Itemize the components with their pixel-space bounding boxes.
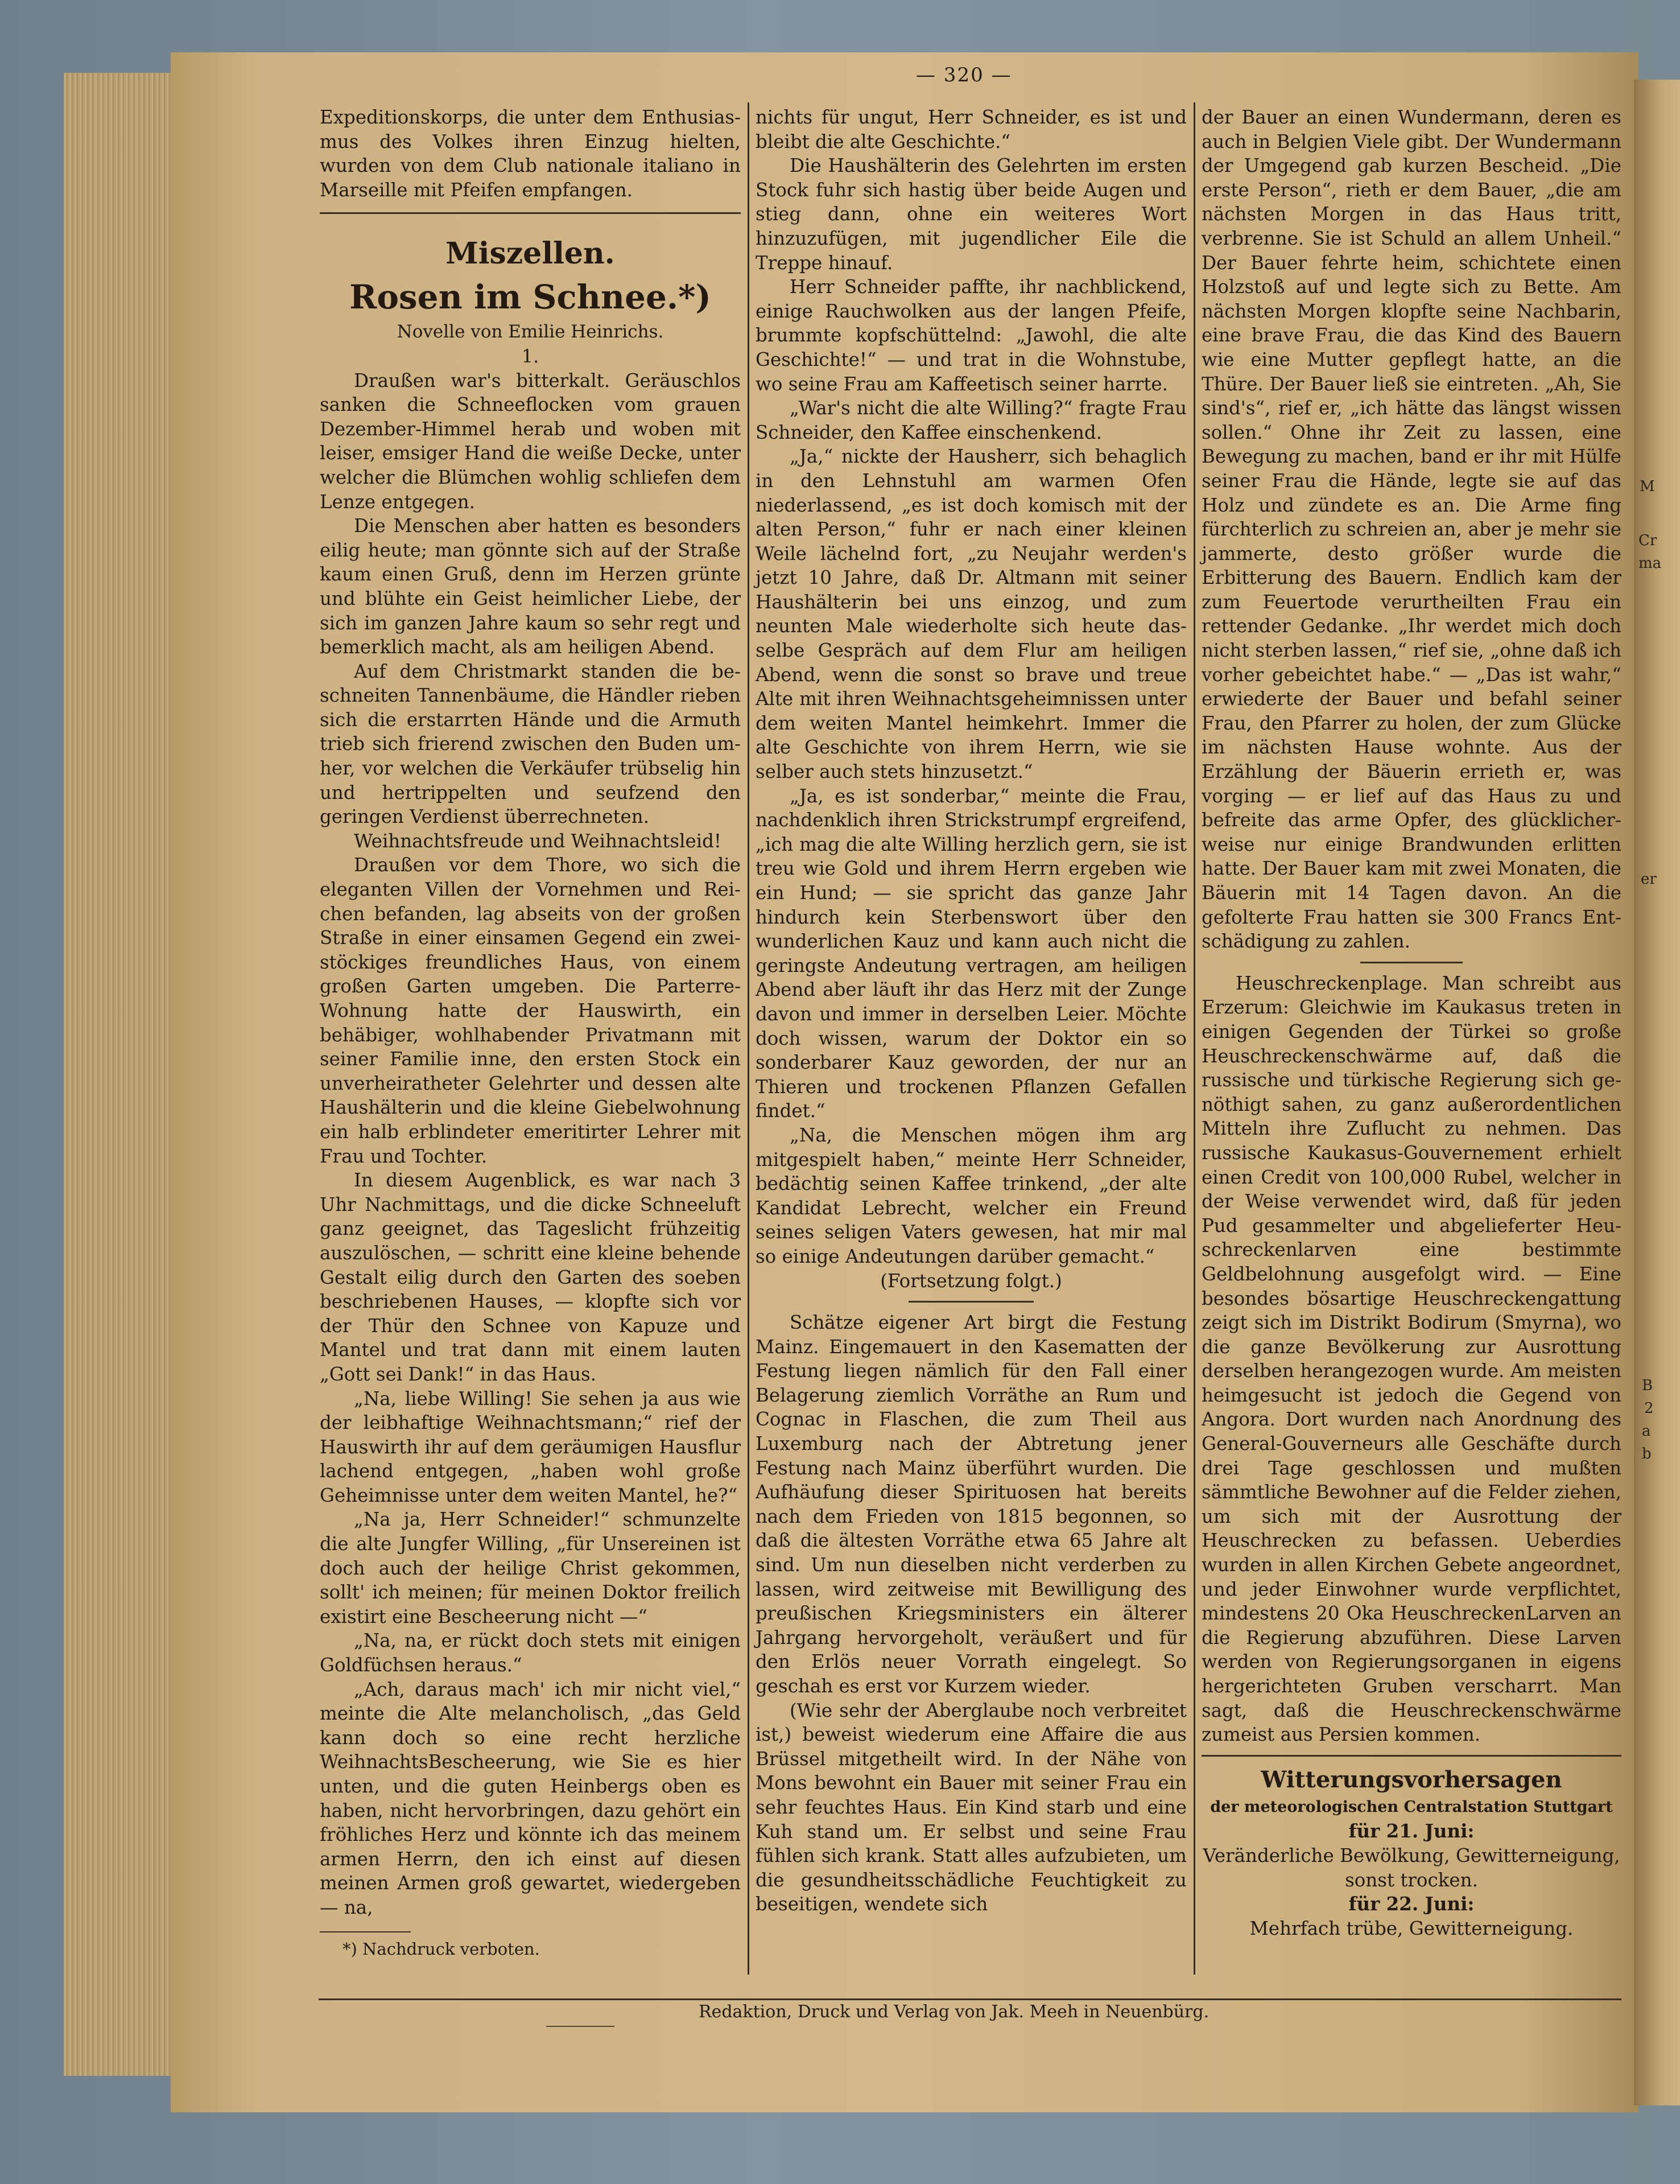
- article-separator: [1360, 962, 1463, 963]
- col2-paragraph: (Wie sehr der Aberglaube noch verbreitet ist,) beweist wiederum eine Affaire die aus Brüssel mitgetheilt wird. In der Nähe von Mons bewohnt ein Bauer mit seiner Frau ein sehr feuchtes Haus. Ein Kind starb und eine Kuh stand um. Er selbst und seine Frau fühlen sich krank. Statt alles aufzubieten, um die gesundheitsschädliche Feuchtigkeit zu beseitigen, wendete sich: [756, 1699, 1187, 1915]
- footnote-rule: [320, 1931, 411, 1932]
- chapter-num: 1.: [521, 345, 539, 367]
- novel-byline: Novelle von Emilie Heinrichs.: [397, 322, 664, 343]
- col2-paragraph: nichts für ungut, Herr Schneider, es ist und bleibt die alte Geschichte.“: [756, 106, 1187, 153]
- col2-paragraph: „Na, die Menschen mögen ihm arg mitgespielt haben,“ meinte Herr Schneider, bedächtig seinen Kaffee trinkend, „der alte Kandidat Lebrecht, welcher ein Freund seines seligen Vaters gewesen, hat mir mal so einige Andeutungen darüber gemacht.“: [756, 1124, 1187, 1267]
- col1-paragraph: Expeditionskorps, die unter dem Enthusiasmus des Volkes ihren Einzug hielten, wurden von dem Club nationale italiano in Marseille mit Pfeifen empfangen.: [320, 106, 741, 201]
- col2-paragraph: (Fortsetzung folgt.): [880, 1270, 1062, 1292]
- footer-dash: [546, 2026, 614, 2027]
- col1-paragraph: Weihnachtsfreude und Weihnachtsleid!: [354, 830, 721, 852]
- col1-paragraph: „Ach, daraus mach' ich mir nicht viel,“ meinte die Alte melancholisch, „das Geld kann doch so eine recht herzliche WeihnachtsBescheerung, wie Sie es hier unten, und die guten Heinbergs oben es haben, nicht hervorbringen, dazu gehört ein fröhliches Herz und könnte ich das meinem armen Herrn, den ich einst auf diesen meinen Armen groß gewartet, wiedergeben — na,: [320, 1678, 741, 1918]
- column-1: [320, 105, 741, 1961]
- col2-paragraph: Die Haushälterin des Gelehrten im ersten Stock fuhr sich hastig über beide Augen und stieg dann, ohne ein weiteres Wort hinzuzufügen, mit jugendlicher Eile die Treppe hinauf.: [756, 155, 1187, 274]
- section-separator: [320, 212, 741, 214]
- col1-paragraph: Draußen vor dem Thore, wo sich die eleganten Villen der Vornehmen und Reichen befanden, lag abseits von der großen Straße in einer einsamen Gegend ein zweistöckiges freundliches Haus, von einem großen Garten umgeben. Die Parterre-Wohnung hatte der Hauswirth, ein behäbiger, wohlhabender Privatmann mit seiner Familie inne, den ersten Stock ein unverheiratheter Gelehrter und dessen alte Haushälterin und die kleine Giebelwohnung ein halb erblindeter emeritirter Lehrer mit Frau und Tochter.: [320, 854, 741, 1167]
- next-page-fragment: Cr: [1638, 532, 1657, 549]
- next-page-edge: [1634, 80, 1680, 2105]
- column-divider: [1194, 102, 1195, 1975]
- next-page-fragment: M: [1640, 478, 1655, 495]
- next-page-fragment: er: [1641, 871, 1657, 888]
- col3-paragraph: Veränderliche Bewölkung, Gewitterneigung, sonst trocken.: [1203, 1844, 1620, 1891]
- col1-paragraph: Die Menschen aber hatten es besonders eilig heute; man gönnte sich auf der Straße kaum einen Gruß, denn im Herzen grünte und blühte ein Geist heimlicher Liebe, der sich im ganzen Jahre kaum so sehr regt und bemerklich macht, als am heiligen Abend.: [320, 515, 741, 658]
- col1-paragraph: „Na, liebe Willing! Sie sehen ja aus wie der leibhaftige Weihnachtsmann;“ rief der Hauswirth ihr auf dem geräumigen Hausflur lachend entgegen, „haben wohl große Geheimnisse unter dem weiten Mantel, he?“: [320, 1387, 741, 1506]
- weather-title: Witterungsvorhersagen: [1261, 1766, 1562, 1793]
- col1-paragraph: In diesem Augenblick, es war nach 3 Uhr Nachmittags, und die dicke Schneeluft ganz geeignet, das Tageslicht frühzeitig auszulöschen, — schritt eine kleine behende Gestalt eilig durch den Garten des soeben beschriebenen Hauses, — klopfte sich vor der Thür den Schnee von Kapuze und Mantel und trat dann mit einem lauten „Gott sei Dank!“ in das Haus.: [320, 1169, 741, 1385]
- col2-paragraph: „War's nicht die alte Willing?“ fragte Frau Schneider, den Kaffee einschenkend.: [756, 397, 1187, 443]
- column-divider: [748, 102, 749, 1975]
- novel-title: Rosen im Schnee.*): [349, 278, 711, 317]
- imprint-rule: [319, 1998, 1621, 2000]
- next-page-fragment: 2: [1644, 1400, 1654, 1417]
- col1-paragraph: *) Nachdruck verboten.: [342, 1939, 540, 1959]
- col3-paragraph: für 22. Juni:: [1348, 1893, 1475, 1915]
- weather-sub: der meteorologischen Centralstation Stuttgart: [1210, 1798, 1613, 1816]
- col2-paragraph: „Ja, es ist sonderbar,“ meinte die Frau, nachdenklich ihren Strickstrumpf ergreifend, „ich mag die alte Willing herzlich gern, sie ist treu wie Gold und ihrem Herrn ergeben wie ein Hund; — sie spricht das ganze Jahr hindurch kein Sterbenswort über den wunderlichen Kauz und kann auch nicht die geringste Andeutung vertragen, am heiligen Abend aber läuft ihr das Herz mit der Zunge davon und immer in derselben Leier. Möchte doch wissen, warum der Doktor ein so sonderbarer Kauz geworden, der nur an Thieren und trockenen Pflanzen Gefallen findet.“: [756, 785, 1187, 1122]
- col2-paragraph: „Ja,“ nickte der Hausherr, sich behaglich in den Lehnstuhl am warmen Ofen niederlassend, „es ist doch komisch mit der alten Person,“ fuhr er nach einer kleinen Weile lächelnd fort, „zu Neujahr werden's jetzt 10 Jahre, daß Dr. Altmann mit seiner Haushälterin bei uns einzog, und zum neunten Male wiederholte sich heute dasselbe Gespräch auf dem Flur am heiligen Abend, wenn die sonst so brave und treue Alte mit ihren Weihnachtsgeheimnissen unter dem weiten Mantel heimkehrt. Immer die alte Geschichte von ihrem Herrn, wie sie selber auch stets hinzusetzt.“: [756, 446, 1187, 783]
- article-separator: [909, 1301, 1034, 1303]
- next-page-fragment: B: [1642, 1377, 1653, 1394]
- page-number: — 320 —: [916, 64, 1012, 86]
- col1-paragraph: „Na ja, Herr Schneider!“ schmunzelte die alte Jungfer Willing, „für Unsereinen ist doch auch der heilige Christ gekommen, sollt' ich meinen; für meinen Doktor freilich existirt eine Bescheerung nicht —“: [320, 1509, 741, 1627]
- next-page-fragment: a: [1642, 1423, 1651, 1440]
- column-2: [756, 105, 1187, 1917]
- col1-paragraph: „Na, na, er rückt doch stets mit einigen Goldfüchsen heraus.“: [320, 1630, 741, 1676]
- next-page-fragment: b: [1642, 1445, 1652, 1462]
- column-3: [1202, 105, 1621, 1940]
- col1-paragraph: Auf dem Christmarkt standen die beschneiten Tannenbäume, die Händler rieben sich die erstarrten Hände und die Armuth trieb sich frierend zwischen den Buden umher, vor welchen die Verkäufer trübselig hin und hertrippelten und seufzend den geringen Verdienst überrechneten.: [320, 660, 741, 828]
- col1-paragraph: Draußen war's bitterkalt. Geräuschlos sanken die Schneeflocken vom grauen Dezember-Himmel herab und woben mit leiser, emsiger Hand die weiße Decke, unter welcher die Blümchen wohlig schliefen dem Lenze entgegen.: [320, 369, 741, 513]
- article-separator: [1202, 1755, 1621, 1757]
- imprint: Redaktion, Druck und Verlag von Jak. Meeh in Neuenbürg.: [699, 2002, 1210, 2022]
- col2-paragraph: Herr Schneider paffte, ihr nachblickend, einige Rauchwolken aus der langen Pfeife, brummte kopfschüttelnd: „Jawohl, die alte Geschichte!“ — und trat in die Wohnstube, wo seine Frau am Kaffeetisch seiner harrte.: [756, 276, 1187, 395]
- col3-paragraph: der Bauer an einen Wundermann, deren es auch in Belgien Viele gibt. Der Wundermann der Umgegend gab kurzen Bescheid. „Die erste Person“, rieth er dem Bauer, „die am nächsten Morgen in das Haus tritt, verbrenne. Sie ist Schuld an allem Unheil.“ Der Bauer fehrte heim, schichtete einen Holzstoß auf und legte sich zu Bette. Am nächsten Morgen klopfte seine Nachbarin, eine brave Frau, die das Kind des Bauern wie eine Mutter gepflegt hatte, an die Thüre. Der Bauer ließ sie eintreten. „Ah, Sie sind's“, rief er, „ich hätte das längst wissen sollen.“ Ohne ihr Zeit zu lassen, eine Bewegung zu machen, band er ihr mit Hülfe seiner Frau die Hände, legte sie auf das Holz und zündete es an. Die Arme fing fürchterlich zu schreien an, aber je mehr sie jammerte, desto größer wurde die Erbitterung des Bauern. Endlich kam der zum Feuertode verurtheilten Frau ein rettender Gedanke. „Ihr werdet mich doch nicht sterben lassen,“ rief sie, „ohne daß ich vorher gebeichtet habe.“ — „Das ist wahr,“ erwiederte der Bauer und befahl seiner Frau, den Pfarrer zu holen, der zum Glücke im nächsten Hause wohnte. Aus der Erzählung der Bäuerin errieth er, was vorging — er lief auf das Haus zu und befreite das arme Opfer, des glücklicherweise nur einige Brandwunden erlitten hatte. Der Bauer kam mit zwei Monaten, die Bäuerin mit 14 Tagen davon. An die gefolterte Frau hatten sie 300 Francs Entschädigung zu zahlen.: [1202, 106, 1621, 953]
- col2-paragraph: Schätze eigener Art birgt die Festung Mainz. Eingemauert in den Kasematten der Festung liegen nämlich für den Fall einer Belagerung ziemlich Vorräthe an Rum und Cognac in Flaschen, die zum Theil aus Luxemburg nach der Abtretung jener Festung nach Mainz überführt wurden. Die Aufhäufung dieser Spirituosen hat bereits nach dem Frieden von 1815 begonnen, so daß die ältesten Vorräthe etwa 65 Jahre alt sind. Um nun dieselben nicht verderben zu lassen, wird zeitweise mit Bewilligung des preußischen Kriegsministers ein älterer Jahrgang hervorgeholt, veräußert und für den Erlös neuer Vorrath eingelegt. So geschah es erst vor Kurzem wieder.: [756, 1312, 1187, 1697]
- col3-paragraph: für 21. Juni:: [1348, 1820, 1475, 1843]
- col3-paragraph: Mehrfach trübe, Gewitterneigung.: [1249, 1917, 1574, 1939]
- section-title: Miszellen.: [445, 236, 615, 271]
- next-page-fragment: ma: [1638, 555, 1662, 572]
- col3-paragraph: Heuschreckenplage. Man schreibt aus Erzerum: Gleichwie im Kaukasus treten in einigen Gegenden der Türkei so große Heuschreckenschwärme auf, daß die russische und türkische Regierung sich genöthigt sahen, zu ganz außerordentlichen Mitteln ihre Zuflucht zu nehmen. Das russische Kaukasus-Gouvernement erhielt einen Credit von 100,000 Rubel, welcher in der Weise verwendet wird, daß für jeden Pud gesammelter und abgelieferter Heuschreckenlarven eine bestimmte Geldbelohnung ausgefolgt wird. — Eine besondes bösartige Heuschreckengattung zeigt sich im Distrikt Bodirum (Smyrna), wo die ganze Bevölkerung zur Ausrottung derselben herangezogen wurde. Am meisten heimgesucht ist jedoch die Gegend von Angora. Dort wurden nach Anordnung des General-Gouverneurs alle Geschäfte durch drei Tage geschlossen und mußten sämmtliche Bewohner auf die Felder ziehen, um sich mit der Ausrottung der Heuschrecken zu befassen. Ueberdies wurden in allen Kirchen Gebete angeordnet, und jeder Einwohner wurde verpflichtet, mindestens 20 Oka HeuschreckenLarven an die Regierung abzuführen. Diese Larven werden von Regierungsorganen in eigens hergerichteten Gruben verscharrt. Man sagt, daß die Heuschreckenschwärme zumeist aus Persien kommen.: [1202, 972, 1621, 1746]
